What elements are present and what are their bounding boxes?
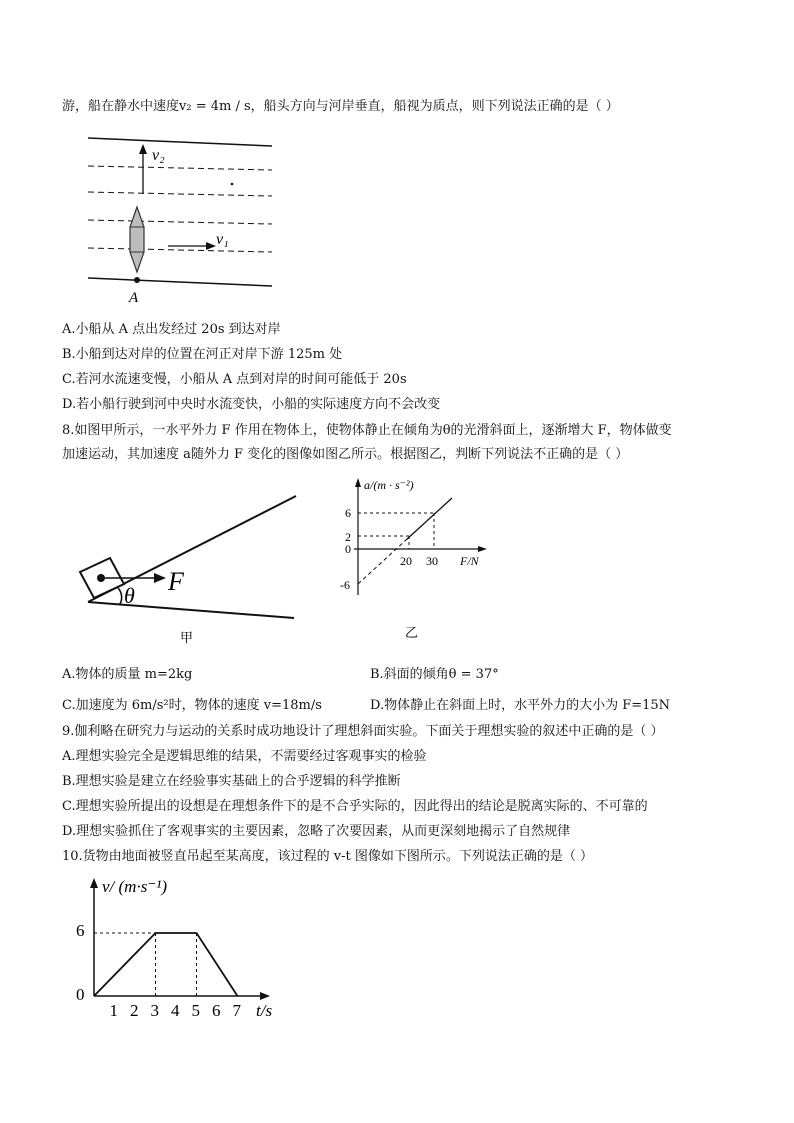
q10-stem: 10.货物由地面被竖直吊起至某高度，该过程的 v-t 图像如下图所示。下列说法正确的是（ ） (62, 849, 594, 864)
theta-label: θ (124, 583, 135, 608)
graph-xlabel: F/N (460, 554, 479, 568)
q7-option-b: B.小船到达对岸的位置在河正对岸下游 125m 处 (62, 347, 343, 362)
caption-yi: 乙 (405, 625, 419, 640)
y-tick-6: 6 (345, 506, 351, 520)
caption-jia: 甲 (180, 630, 194, 645)
q7-option-d: D.若小船行驶到河中央时水流变快，小船的实际速度方向不会改变 (62, 397, 441, 412)
vt-x-tick-7: 7 (232, 1001, 241, 1020)
point-a-label: A (129, 290, 139, 306)
vt-ylabel: v/ (m·s⁻¹) (102, 877, 168, 896)
incline-figure (72, 490, 307, 652)
q9-stem: 9.伽利略在研究力与运动的关系时成功地设计了理想斜面实验。下面关于理想实验的叙述中正确的是（ ） (62, 724, 664, 739)
vt-y-tick-0: 0 (76, 985, 85, 1004)
x-tick-20: 20 (400, 554, 412, 568)
vt-x-tick-6: 6 (212, 1001, 221, 1020)
vt-x-tick-1: 1 (109, 1001, 118, 1020)
vt-x-tick-3: 3 (150, 1001, 159, 1020)
q7-option-a: A.小船从 A 点出发经过 20s 到达对岸 (62, 322, 281, 337)
v1-label: v₁ (216, 231, 229, 248)
x-tick-30: 30 (426, 554, 438, 568)
q8-option-b: B.斜面的倾角θ = 37° (370, 667, 499, 682)
q7-option-c: C.若河水流速变慢，小船从 A 点到对岸的时间可能低于 20s (62, 372, 407, 387)
q8-option-a: A.物体的质量 m=2kg (62, 667, 193, 682)
q8-option-d: D.物体静止在斜面上时，水平外力的大小为 F=15N (370, 698, 671, 713)
q8-stem-line2: 加速运动，其加速度 a随外力 F 变化的图像如图乙所示。根据图乙，判断下列说法不正确的是（ ） (62, 447, 629, 462)
y-tick-2: 2 (345, 530, 351, 544)
v2-label: v₂ (152, 147, 165, 164)
river-boat-figure (80, 130, 290, 310)
graph-ylabel: a/(m · s⁻²) (364, 478, 414, 492)
q9-option-d: D.理想实验抓住了客观事实的主要因素，忽略了次要因素，从而更深刻地揭示了自然规律 (62, 824, 571, 839)
vt-x-tick-4: 4 (171, 1001, 180, 1020)
q8-option-c: C.加速度为 6m/s²时，物体的速度 v=18m/s (62, 698, 322, 713)
vt-x-tick-2: 2 (130, 1001, 139, 1020)
q9-option-a: A.理想实验完全是逻辑思维的结果，不需要经过客观事实的检验 (62, 749, 427, 764)
force-label: F (168, 567, 184, 596)
q9-option-c: C.理想实验所提出的设想是在理想条件下的是不合乎实际的，因此得出的结论是脱离实际的、不可靠的 (62, 799, 648, 814)
vt-chart (70, 870, 290, 1022)
q9-option-b: B.理想实验是建立在经验事实基础上的合乎逻辑的科学推断 (62, 774, 401, 789)
question-7-stem-tail: 游，船在静水中速度v₂ = 4m / s，船头方向与河岸垂直，船视为质点，则下列说法正确的是（ ） (62, 99, 619, 114)
q8-stem-line1: 8.如图甲所示，一水平外力 F 作用在物体上，使物体静止在倾角为θ的光滑斜面上，逐渐增大 F，物体做变 (62, 423, 672, 438)
vt-xlabel: t/s (256, 1001, 273, 1020)
y-tick-neg6: -6 (340, 578, 350, 592)
a-f-graph (334, 473, 494, 645)
vt-y-tick-6: 6 (76, 921, 85, 940)
y-tick-0: 0 (345, 542, 351, 556)
vt-y-arrow (90, 878, 98, 888)
vt-x-tick-5: 5 (191, 1001, 200, 1020)
vt-x-arrow (260, 992, 270, 1000)
vt-series-line (94, 933, 238, 996)
